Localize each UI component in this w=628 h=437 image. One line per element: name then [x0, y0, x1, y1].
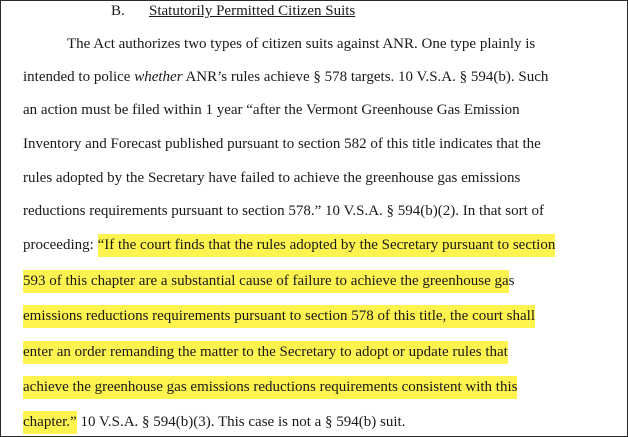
- text-span: rules adopted by the Secretary have failed to achieve the greenhouse gas emissions: [23, 170, 521, 186]
- section-title: Statutorily Permitted Citizen Suits: [149, 3, 356, 19]
- section-letter: B.: [111, 3, 125, 19]
- highlighted-quote: 593 of this chapter are a substantial cause of failure to achieve the greenhouse ga: [23, 270, 509, 293]
- text-span: 10 V.S.A. § 594(b)(3). This case is not a § 594(b) suit.: [76, 414, 406, 430]
- paragraph-line-2: [23, 65, 548, 89]
- paragraph-line-4: [23, 132, 541, 156]
- text-span: The Act authorizes two types of citizen suits against ANR. One type plainly is: [67, 36, 536, 52]
- paragraph-line-6: [23, 199, 544, 223]
- text-span: s: [508, 273, 515, 289]
- paragraph-line-1: [67, 32, 535, 56]
- section-heading: [111, 1, 355, 21]
- text-span: an action must be filed within 1 year “after the Vermont Greenhouse Gas Emission: [23, 102, 520, 118]
- highlighted-quote: enter an order remanding the matter to the Secretary to adopt or update rules that: [23, 341, 508, 364]
- highlighted-quote: chapter.”: [23, 411, 77, 434]
- text-span: reductions requirements pursuant to section 578.” 10 V.S.A. § 594(b)(2). In that sort of: [23, 203, 545, 219]
- paragraph-line-12: [23, 410, 405, 434]
- paragraph-line-7: [23, 233, 555, 257]
- text-span: Inventory and Forecast published pursuant to section 582 of this title indicates that the: [23, 136, 541, 152]
- paragraph-line-9: [23, 304, 535, 328]
- text-span: proceeding:: [23, 237, 98, 253]
- highlighted-quote: achieve the greenhouse gas emissions reductions requirements consistent with this: [23, 376, 517, 399]
- highlighted-quote: “If the court finds that the rules adopted by the Secretary pursuant to section: [98, 234, 556, 257]
- paragraph-line-5: [23, 166, 520, 190]
- paragraph-line-3: [23, 98, 520, 122]
- paragraph-line-10: [23, 340, 508, 364]
- text-span: intended to police: [23, 69, 135, 85]
- highlighted-quote: emissions reductions requirements pursuant to section 578 of this title, the court shall: [23, 305, 535, 328]
- text-span: ANR’s rules achieve § 578 targets. 10 V.S.A. § 594(b). Such: [182, 69, 549, 85]
- paragraph-line-11: [23, 375, 517, 399]
- italic-word: whether: [134, 69, 183, 85]
- paragraph-line-8: [23, 269, 514, 293]
